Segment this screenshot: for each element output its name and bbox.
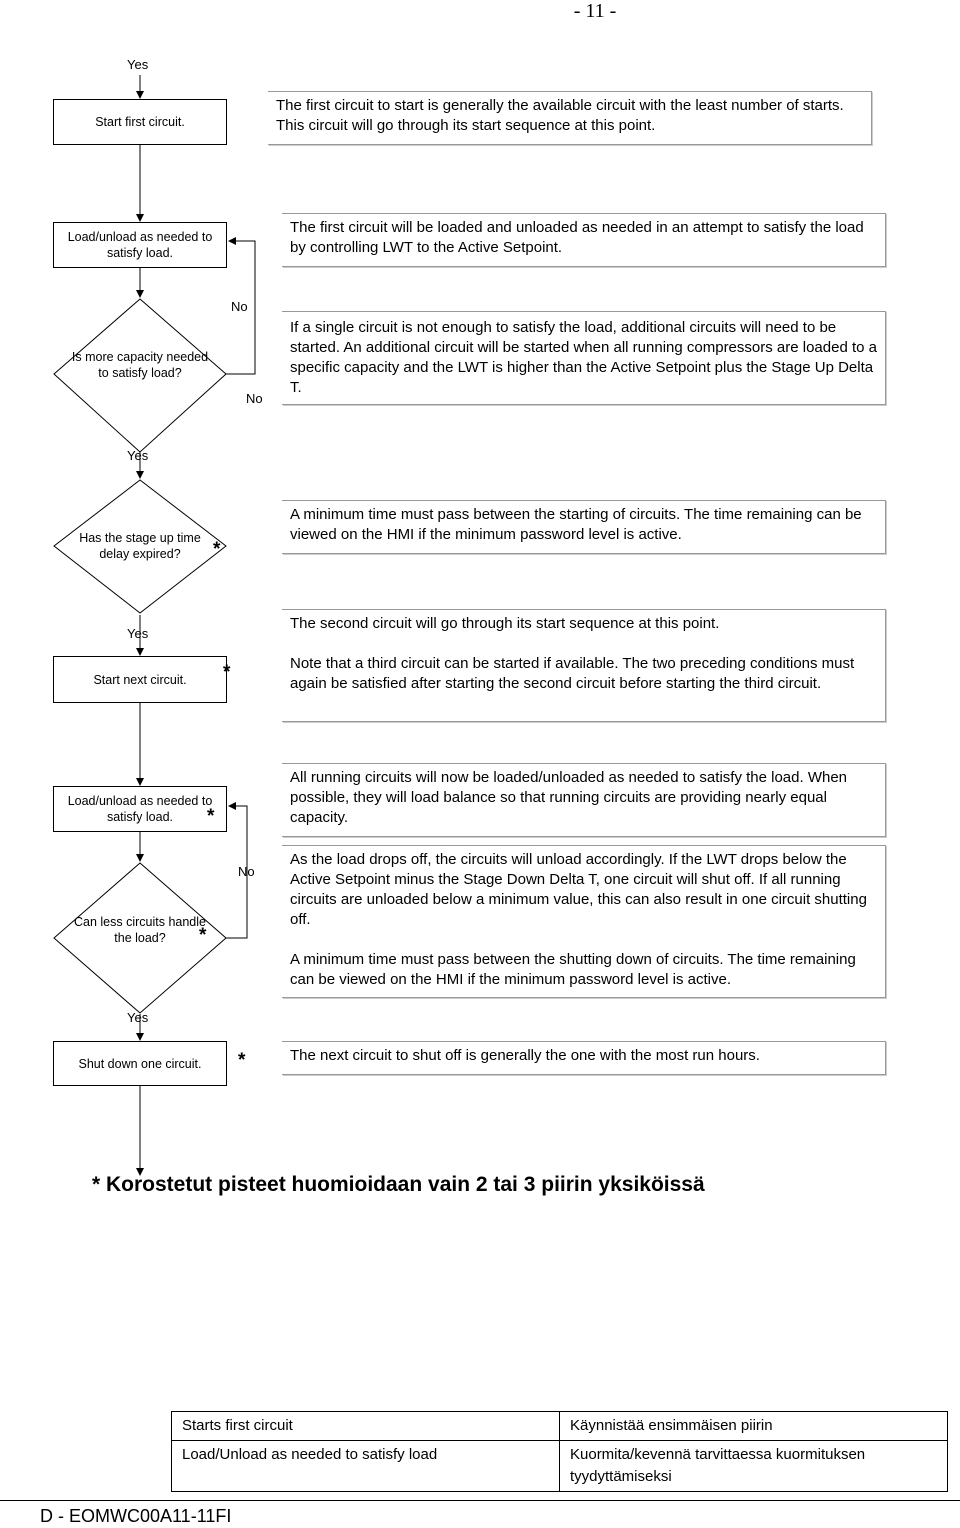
note-text: A minimum time must pass between the shutting down of circuits. The time remaining can be viewed on the HMI if the minimum password level is active. [290, 951, 856, 988]
glossary-en-cell: Starts first circuit [172, 1412, 560, 1441]
note-start-first-circuit [268, 91, 872, 145]
table-row [172, 1412, 948, 1441]
highlight-asterisk: * [199, 925, 207, 946]
note-text: The first circuit will be loaded and unloaded as needed in an attempt to satisfy the load by controlling LWT to the Active Setpoint. [290, 219, 864, 256]
decision-less-circuits-label: Can less circuits handle the load? [73, 915, 206, 945]
glossary-fi-cell: Kuormita/kevennä tarvittaessa kuormituksen tyydyttämiseksi [560, 1441, 948, 1492]
note-start-next-circuit [282, 609, 886, 722]
note-less-circuits [282, 845, 886, 998]
table-row [172, 1441, 948, 1492]
note-text: Note that a third circuit can be started if available. The two preceding conditions must again be satisfied after starting the second circuit before starting the third circuit. [290, 655, 855, 692]
highlight-asterisk: * [238, 1050, 246, 1071]
note-load-unload-first [282, 213, 886, 267]
no-label: No [231, 299, 248, 314]
note-text: All running circuits will now be loaded/unloaded as needed to satisfy the load. When possible, they will load balance so that running circuits are providing nearly equal capacity. [290, 769, 848, 826]
note-text: A minimum time must pass between the starting of circuits. The time remaining can be viewed on the HMI if the minimum password level is active. [290, 506, 862, 543]
footnote: * Korostetut pisteet huomioidaan vain 2 tai 3 piirin yksiköissä [92, 1173, 705, 1196]
footer-divider [0, 1500, 960, 1501]
shut-down-circuit-box: Shut down one circuit. [53, 1041, 227, 1086]
highlight-asterisk: * [223, 662, 231, 683]
highlight-asterisk: * [207, 806, 215, 827]
note-stage-up-delay [282, 500, 886, 554]
yes-label: Yes [127, 626, 149, 641]
no-label: No [238, 864, 255, 879]
note-more-capacity [282, 311, 886, 405]
glossary-table [171, 1411, 948, 1492]
glossary-en-cell: Load/Unload as needed to satisfy load [172, 1441, 560, 1492]
note-text: The second circuit will go through its start sequence at this point. [290, 615, 720, 632]
yes-label: Yes [127, 448, 149, 463]
load-unload-box: Load/unload as needed to satisfy load. [53, 786, 227, 832]
note-text: If a single circuit is not enough to satisfy the load, additional circuits will need to be started. An additional circuit will be started when all running compressors are loaded to a specific capacity and the LWT is higher than the Active Setpoint plus the Stage Up Delta T. [290, 319, 877, 396]
no-label: No [246, 391, 263, 406]
glossary-fi-cell: Käynnistää ensimmäisen piirin [560, 1412, 948, 1441]
note-text: As the load drops off, the circuits will unload accordingly. If the LWT drops below the Active Setpoint minus the Stage Down Delta T, one circuit will shut off. If all running circuits are unloaded below a minimum value, this can also result in one circuit shutting off. [290, 851, 867, 928]
decision-more-capacity-label: Is more capacity needed to satisfy load? [71, 350, 209, 380]
note-load-unload-all [282, 763, 886, 837]
document-code: D - EOMWC00A11-11FI [40, 1506, 232, 1526]
note-text: The next circuit to shut off is generally the one with the most run hours. [290, 1047, 760, 1064]
yes-label: Yes [127, 1010, 149, 1025]
note-shut-down [282, 1041, 886, 1075]
page-number: - 11 - [573, 0, 617, 22]
load-unload-box: Load/unload as needed to satisfy load. [53, 222, 227, 268]
highlight-asterisk: * [213, 539, 221, 560]
note-text: The first circuit to start is generally the available circuit with the least number of starts. This circuit will go through its start sequence at this point. [276, 97, 844, 134]
start-next-circuit-box: Start next circuit. [53, 656, 227, 703]
decision-stage-up-delay-label: Has the stage up time delay expired? [79, 531, 201, 561]
yes-label: Yes [127, 57, 149, 72]
start-first-circuit-box: Start first circuit. [53, 99, 227, 145]
